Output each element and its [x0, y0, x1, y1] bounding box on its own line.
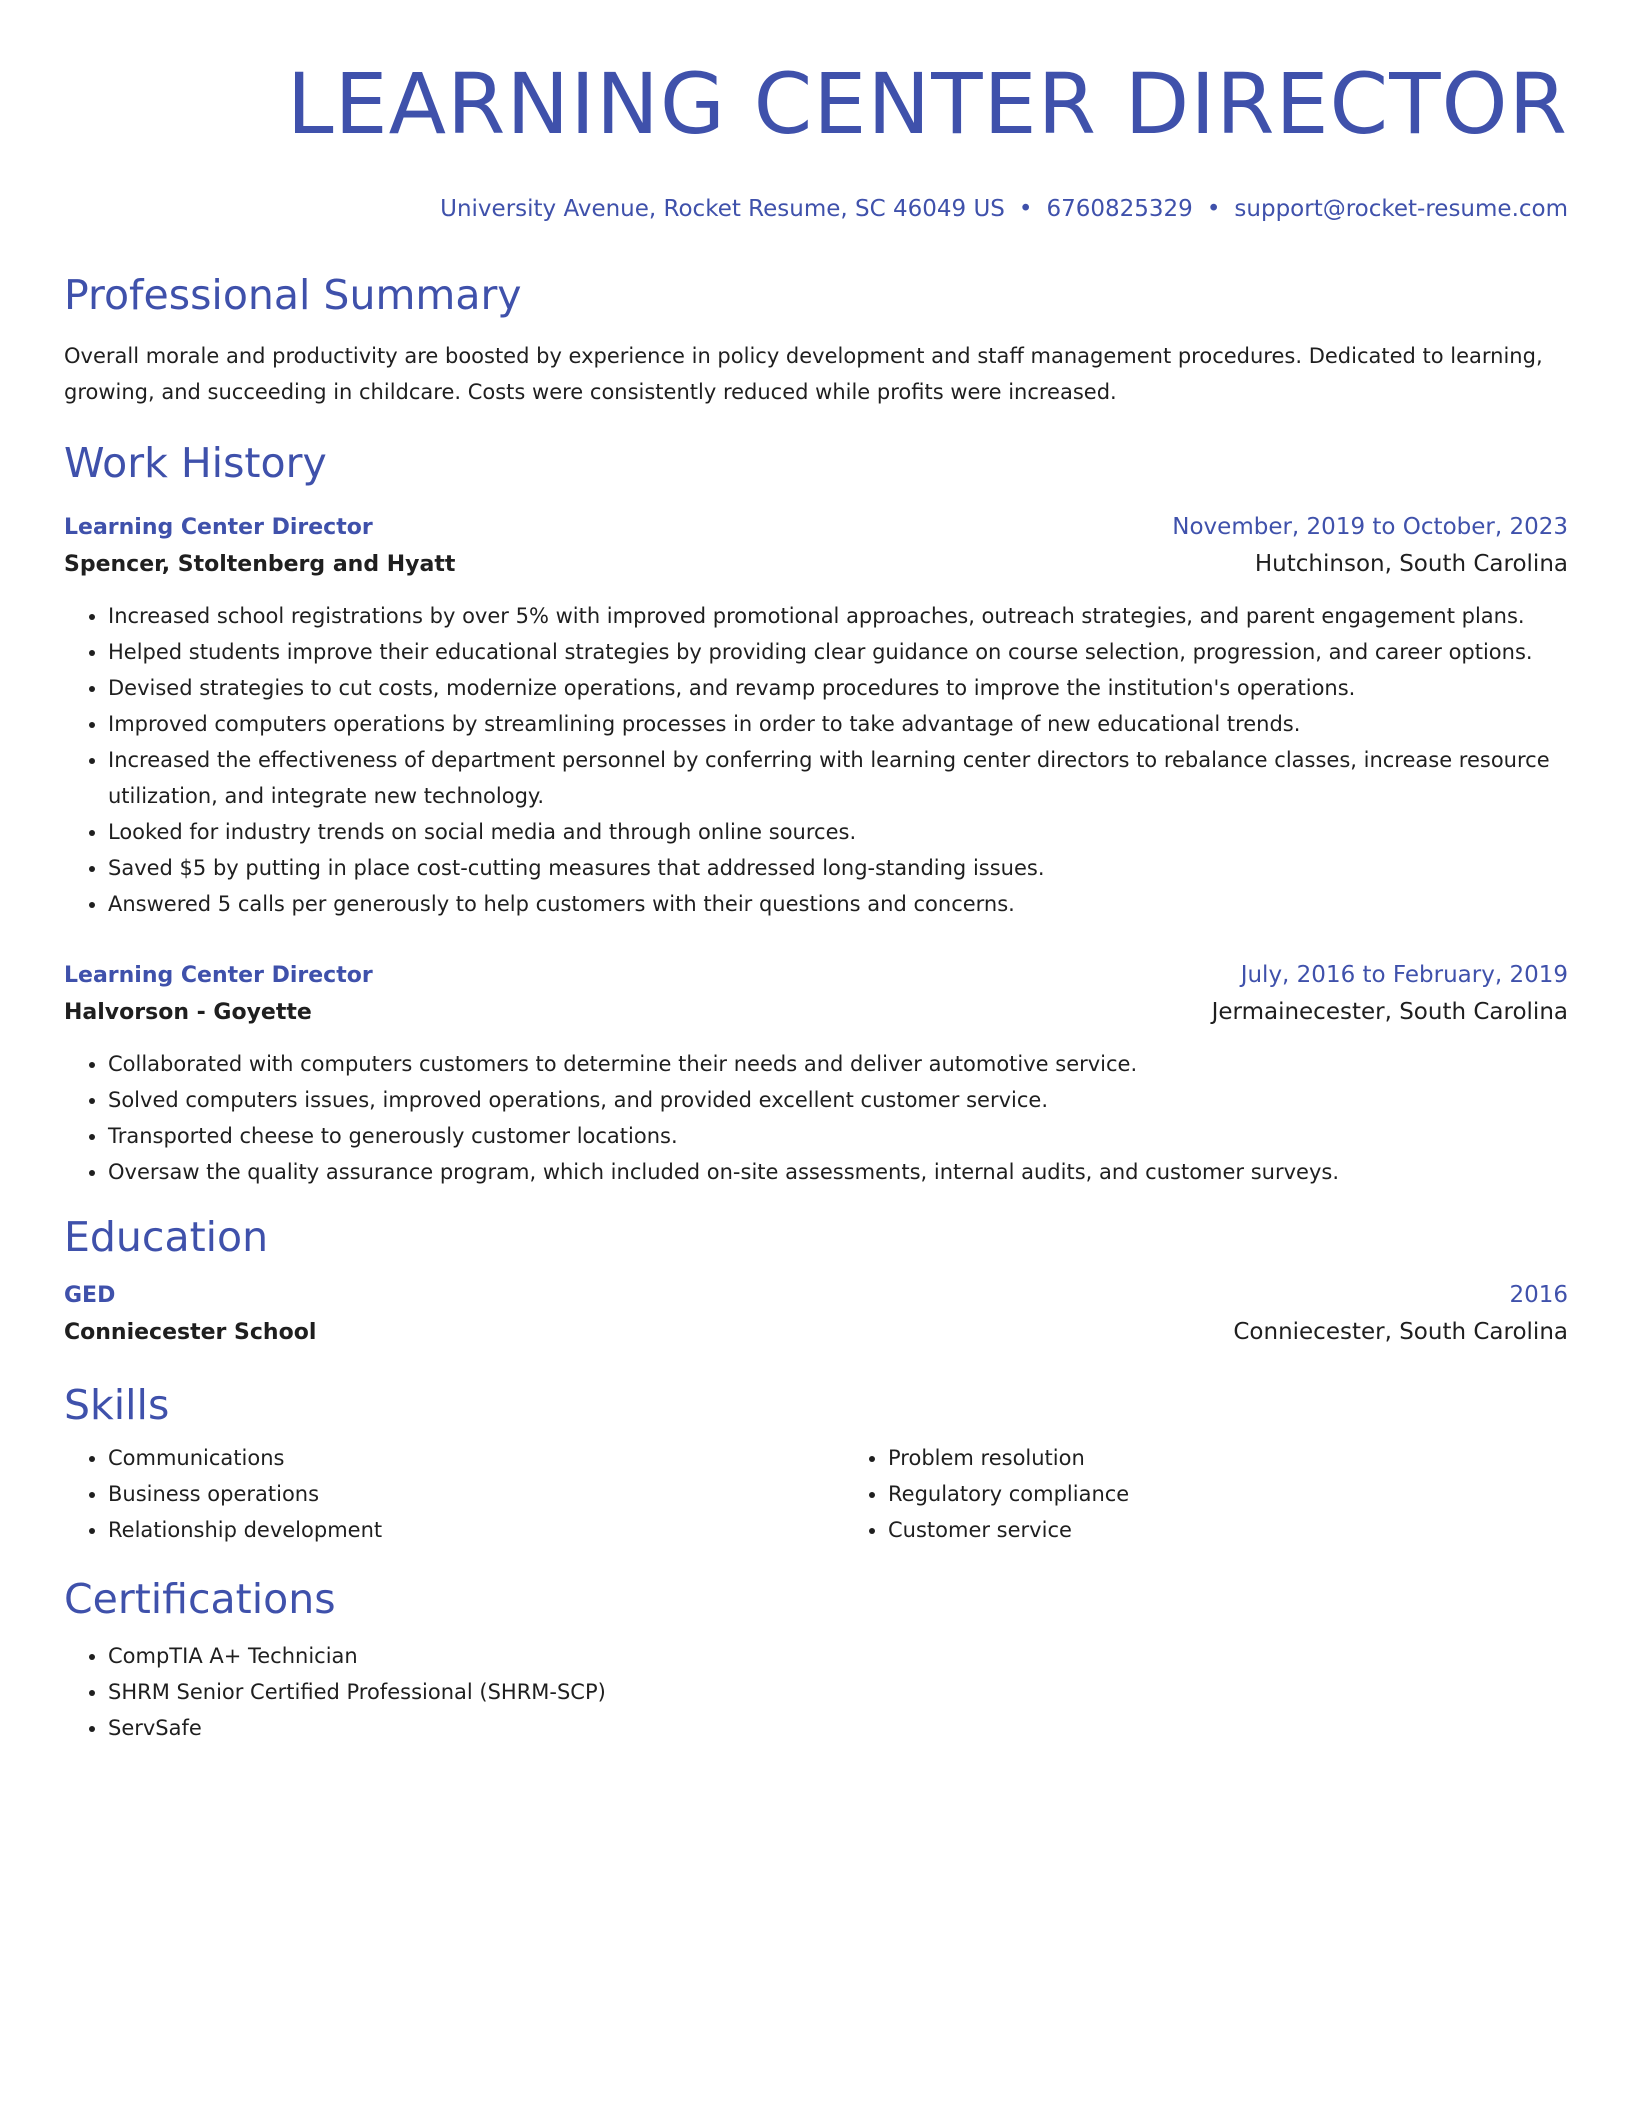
- certifications-list: [64, 1638, 1568, 1746]
- job-bullets: [64, 598, 1568, 922]
- job-bullet: • Answered 5 calls per generously to help customers with their questions and concerns.: [108, 886, 1568, 922]
- job-bullet: • Increased school registrations by over 5% with improved promotional approaches, outreach strategies, and parent engagement plans.: [108, 598, 1568, 634]
- contact-email: support@rocket-resume.com: [1234, 196, 1568, 222]
- contact-address: University Avenue, Rocket Resume, SC 46049 US: [440, 196, 1005, 222]
- job-bullet: • Helped students improve their educational strategies by providing clear guidance on course selection, progression, and career options.: [108, 634, 1568, 670]
- skills-heading: Skills: [64, 1381, 170, 1429]
- job-bullet: • Collaborated with computers customers to determine their needs and deliver automotive service.: [108, 1046, 1568, 1082]
- education-heading: Education: [64, 1213, 269, 1261]
- certification-item: • CompTIA A+ Technician: [108, 1638, 1568, 1674]
- work-history-heading: Work History: [64, 439, 327, 487]
- job-title: Learning Center Director: [64, 963, 373, 988]
- skill-item: • Problem resolution: [888, 1440, 1624, 1476]
- education-location: Conniecester, South Carolina: [1233, 1319, 1568, 1345]
- resume-name: LEARNING CENTER DIRECTOR: [286, 55, 1568, 153]
- job-bullets: [64, 1046, 1568, 1190]
- education-school: Conniecester School: [64, 1320, 317, 1345]
- skill-item: • Communications: [108, 1440, 844, 1476]
- skills-list-right: [844, 1440, 1624, 1548]
- skill-item: • Customer service: [888, 1512, 1624, 1548]
- contact-separator: •: [1206, 196, 1221, 222]
- skill-item: • Relationship development: [108, 1512, 844, 1548]
- job-company: Halvorson - Goyette: [64, 1000, 312, 1025]
- job-bullet: • Saved $5 by putting in place cost-cutting measures that addressed long-standing issues.: [108, 850, 1568, 886]
- job-bullet: • Improved computers operations by streamlining processes in order to take advantage of new educational trends.: [108, 706, 1568, 742]
- contact-phone: 6760825329: [1046, 196, 1193, 222]
- job-bullet: • Devised strategies to cut costs, modernize operations, and revamp procedures to improve the institution's operations.: [108, 670, 1568, 706]
- certification-item: • SHRM Senior Certified Professional (SHRM-SCP): [108, 1674, 1568, 1710]
- job-title: Learning Center Director: [64, 515, 373, 540]
- job-company: Spencer, Stoltenberg and Hyatt: [64, 552, 456, 577]
- certification-item: • ServSafe: [108, 1710, 1568, 1746]
- summary-heading: Professional Summary: [64, 271, 522, 319]
- job-bullet: • Oversaw the quality assurance program, which included on-site assessments, internal audits, and customer surveys.: [108, 1154, 1568, 1190]
- job-dates: July, 2016 to February, 2019: [1240, 962, 1568, 988]
- job-location: Hutchinson, South Carolina: [1254, 551, 1568, 577]
- job-location: Jermainecester, South Carolina: [1211, 999, 1568, 1025]
- resume-header: [64, 56, 1568, 224]
- skill-item: • Business operations: [108, 1476, 844, 1512]
- summary-text: Overall morale and productivity are boosted by experience in policy development and staff management procedures. Dedicated to learning, growing, and succeeding in childcare. Costs were consistently reduced while profits were increased.: [64, 344, 1543, 404]
- skills-list-left: [64, 1440, 844, 1548]
- job-bullet: • Transported cheese to generously customer locations.: [108, 1118, 1568, 1154]
- job-bullet: • Increased the effectiveness of department personnel by conferring with learning center directors to rebalance classes, increase resource utilization, and integrate new technology.: [108, 742, 1568, 814]
- education-degree: GED: [64, 1283, 116, 1308]
- skill-item: • Regulatory compliance: [888, 1476, 1624, 1512]
- job-entry: [64, 958, 1568, 1190]
- skills-columns: [64, 1440, 1568, 1548]
- job-bullet: • Solved computers issues, improved operations, and provided excellent customer service.: [108, 1082, 1568, 1118]
- contact-separator: •: [1018, 196, 1033, 222]
- job-dates: November, 2019 to October, 2023: [1172, 514, 1568, 540]
- education-year: 2016: [1509, 1282, 1568, 1308]
- contact-line: [64, 194, 1568, 224]
- job-entry: [64, 510, 1568, 922]
- certifications-heading: Certifications: [64, 1575, 336, 1623]
- job-bullet: • Looked for industry trends on social media and through online sources.: [108, 814, 1568, 850]
- education-entry: [64, 1278, 1568, 1352]
